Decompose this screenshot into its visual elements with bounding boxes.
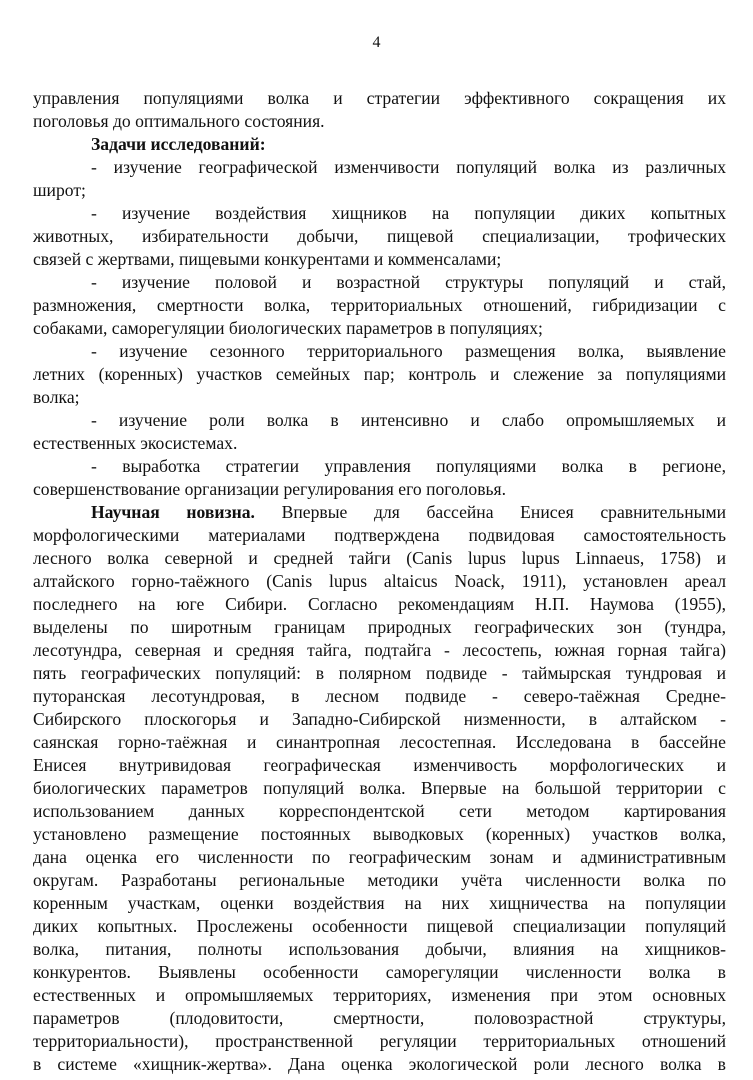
text-line: широт; [33, 180, 86, 200]
text-line: размножения, смертности волка, территориальных отношений, гибридизации с [33, 295, 726, 315]
text-line: использованием данных корреспондентской сети методом картирования [33, 801, 726, 821]
text-line: пять географических популяций: в полярном подвиде - таймырская тундровая и [33, 663, 726, 683]
bold-lead: Научная новизна. [91, 502, 255, 522]
body-text [33, 87, 726, 1076]
text-line: лесного волка северной и средней тайги (Canis lupus lupus Linnaeus, 1758) и [33, 548, 726, 568]
text-line: Сибирского плоскогорья и Западно-Сибирской низменности, в алтайском - [33, 709, 726, 729]
text-line: выделены по широтным границам природных географических зон (тундра, [33, 617, 726, 637]
text-line: последнего на юге Сибири. Согласно рекомендациям Н.П. Наумова (1955), [33, 594, 726, 614]
text-line: морфологическими материалами подтверждена подвидовая самостоятельность [33, 525, 726, 545]
text-line: лесотундра, северная и средняя тайга, подтайга - лесостепь, южная горная тайга) [33, 640, 726, 660]
text-line: - изучение роли волка в интенсивно и слабо опромышляемых и [91, 410, 726, 430]
text-line [33, 501, 726, 524]
text-line: естественных экосистемах. [33, 433, 238, 453]
text-line: саянская горно-таёжная и синантропная лесостепная. Исследована в бассейне [33, 732, 726, 752]
text-line: округам. Разработаны региональные методики учёта численности волка по [33, 870, 726, 890]
text-line: волка; [33, 387, 80, 407]
text-line: - изучение воздействия хищников на популяции диких копытных [91, 203, 726, 223]
text-line: животных, избирательности добычи, пищевой специализации, трофических [33, 226, 726, 246]
text-line: биологических параметров популяций волка. Впервые на большой территории с [33, 778, 726, 798]
text-line: дана оценка его численности по географическим зонам и административным [33, 847, 726, 867]
text-line: естественных и опромышляемых территориях, изменения при этом основных [33, 985, 726, 1005]
text-line: Енисея внутривидовая географическая изменчивость морфологических и [33, 755, 726, 775]
page-number: 4 [372, 34, 381, 51]
text-line: путоранская лесотундровая, в лесном подвиде - северо-таёжная Средне- [33, 686, 726, 706]
text-line: - изучение сезонного территориального размещения волка, выявление [91, 341, 726, 361]
text-line: собаками, саморегуляции биологических параметров в популяциях; [33, 318, 543, 338]
text-line: волка, питания, полноты использования добычи, влияния на хищников- [33, 939, 726, 959]
text-line: - изучение географической изменчивости популяций волка из различных [91, 157, 726, 177]
text-line: диких копытных. Прослежены особенности пищевой специализации популяций [33, 916, 726, 936]
text-line: алтайского горно-таёжного (Canis lupus altaicus Noack, 1911), установлен ареал [33, 571, 726, 591]
section-heading: Задачи исследований: [91, 134, 266, 154]
text-line: связей с жертвами, пищевыми конкурентами и комменсалами; [33, 249, 502, 269]
line-text: Впервые для бассейна Енисея сравнительными [254, 502, 726, 522]
text-line: параметров (плодовитости, смертности, половозрастной структуры, [33, 1008, 726, 1028]
text-line: управления популяциями волка и стратегии эффективного сокращения их [33, 88, 726, 108]
text-line: в системе «хищник-жертва». Дана оценка экологической роли лесного волка в [33, 1054, 726, 1074]
text-line: установлено размещение постоянных выводковых (коренных) участков волка, [33, 824, 726, 844]
text-line: - изучение половой и возрастной структуры популяций и стай, [91, 272, 726, 292]
text-line: поголовья до оптимального состояния. [33, 111, 325, 131]
text-line: конкурентов. Выявлены особенности саморегуляции численности волка в [33, 962, 726, 982]
text-line: совершенствование организации регулирования его поголовья. [33, 479, 507, 499]
text-line: коренным участкам, оценки воздействия на них хищничества на популяции [33, 893, 726, 913]
text-line: летних (коренных) участков семейных пар; контроль и слежение за популяциями [33, 364, 726, 384]
text-line: территориальности), пространственной регуляции территориальных отношений [33, 1031, 726, 1051]
text-line: - выработка стратегии управления популяциями волка в регионе, [91, 456, 726, 476]
